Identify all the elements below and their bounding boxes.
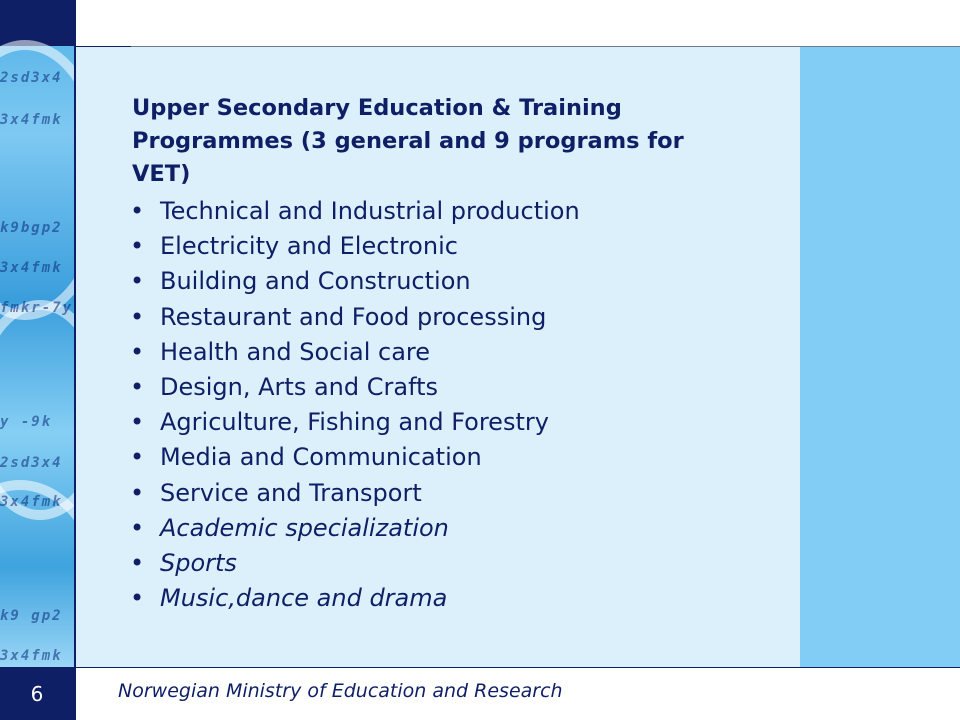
program-item-general: • Music,dance and drama [130, 581, 580, 616]
footer-divider [0, 667, 960, 668]
slide-title [132, 92, 797, 191]
strip-glyph-text: 2sd3x4 [0, 455, 63, 471]
program-item: • Agriculture, Fishing and Forestry [130, 405, 580, 440]
strip-glyph-text: 3x4fmk [0, 648, 63, 664]
footer-organization: Norwegian Ministry of Education and Research [118, 680, 563, 702]
program-list [130, 194, 580, 616]
strip-glyph-text: k9 gp2 [0, 608, 63, 624]
program-item: • Electricity and Electronic [130, 229, 580, 264]
program-item-general: • Academic specialization [130, 511, 580, 546]
strip-glyph-text: fmkr-7y [0, 300, 74, 316]
program-item: • Media and Communication [130, 440, 580, 475]
strip-glyph-text: 2sd3x4 [0, 70, 63, 86]
program-item: • Building and Construction [130, 264, 580, 299]
strip-glyph-text: k9bgp2 [0, 220, 63, 236]
strip-glyph-text: 3x4fmk [0, 112, 63, 128]
strip-glyph-text: y -9k [0, 414, 53, 430]
page-number: 6 [0, 668, 74, 720]
slide-title-line: VET) [132, 161, 191, 187]
slide-title-line: Upper Secondary Education & Training [132, 95, 622, 121]
strip-glyph-text: 3x4fmk [0, 494, 63, 510]
slide-title-line: Programmes (3 general and 9 programs for [132, 128, 684, 154]
program-item: • Health and Social care [130, 335, 580, 370]
program-item: • Service and Transport [130, 476, 580, 511]
program-item: • Restaurant and Food processing [130, 300, 580, 335]
right-accent-panel [800, 47, 960, 667]
decorative-side-strip [0, 0, 74, 667]
strip-navy-block [0, 0, 74, 46]
program-item: • Design, Arts and Crafts [130, 370, 580, 405]
program-item-general: • Sports [130, 546, 580, 581]
program-item: • Technical and Industrial production [130, 194, 580, 229]
strip-glyph-text: 3x4fmk [0, 260, 63, 276]
